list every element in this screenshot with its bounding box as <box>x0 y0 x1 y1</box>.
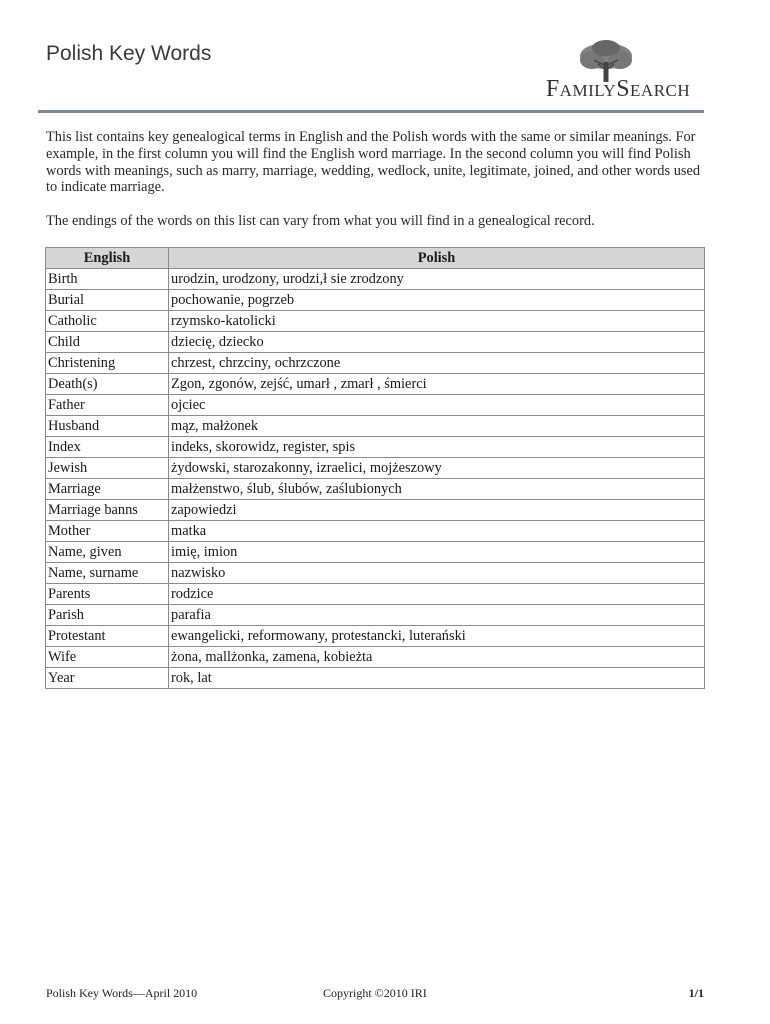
table-row <box>46 269 705 290</box>
table-row <box>46 353 705 374</box>
table-row <box>46 290 705 311</box>
polish-terms: ewangelicki, reformowany, protestancki, luterański <box>169 626 705 647</box>
table-row <box>46 458 705 479</box>
polish-terms: nazwisko <box>169 563 705 584</box>
english-term: Marriage banns <box>46 500 169 521</box>
english-term: Christening <box>46 353 169 374</box>
table-row <box>46 479 705 500</box>
table-row <box>46 668 705 689</box>
english-term: Year <box>46 668 169 689</box>
polish-terms: mąz, małżonek <box>169 416 705 437</box>
table-row <box>46 605 705 626</box>
polish-terms: żydowski, starozakonny, izraelici, mojżeszowy <box>169 458 705 479</box>
table-row <box>46 647 705 668</box>
english-term: Jewish <box>46 458 169 479</box>
footer-copyright: Copyright ©2010 IRI <box>323 986 427 1000</box>
english-term: Catholic <box>46 311 169 332</box>
english-term: Husband <box>46 416 169 437</box>
english-term: Name, given <box>46 542 169 563</box>
english-term: Father <box>46 395 169 416</box>
table-body <box>46 269 705 689</box>
polish-terms: chrzest, chrzciny, ochrzczone <box>169 353 705 374</box>
polish-terms: rodzice <box>169 584 705 605</box>
polish-terms: Zgon, zgonów, zejść, umarł , zmarł , śmierci <box>169 374 705 395</box>
english-term: Marriage <box>46 479 169 500</box>
table-row <box>46 395 705 416</box>
english-term: Child <box>46 332 169 353</box>
english-term: Parents <box>46 584 169 605</box>
intro-paragraph: This list contains key genealogical terms in English and the Polish words with the same or similar meanings. For example, in the first column you will find the English word marriage. In the second column you will find Polish words with meanings, such as marry, marriage, wedding, wedlock, unite, legitimate, joined, and other words used to indicate marriage. <box>46 129 701 196</box>
english-term: Index <box>46 437 169 458</box>
polish-terms: pochowanie, pogrzeb <box>169 290 705 311</box>
table-row <box>46 626 705 647</box>
english-term: Death(s) <box>46 374 169 395</box>
polish-terms: rok, lat <box>169 668 705 689</box>
english-term: Parish <box>46 605 169 626</box>
table-row <box>46 563 705 584</box>
english-term: Birth <box>46 269 169 290</box>
table-row <box>46 542 705 563</box>
table-row <box>46 416 705 437</box>
familysearch-logo <box>528 40 708 102</box>
table-row <box>46 521 705 542</box>
polish-terms: parafia <box>169 605 705 626</box>
header-divider <box>38 110 704 113</box>
polish-terms: matka <box>169 521 705 542</box>
page-title: Polish Key Words <box>46 42 212 65</box>
table-row <box>46 332 705 353</box>
table-header-row <box>46 248 705 269</box>
logo-text: FamilySearch <box>545 76 691 102</box>
table-row <box>46 311 705 332</box>
column-header-english: English <box>46 248 169 269</box>
table-row <box>46 584 705 605</box>
english-term: Protestant <box>46 626 169 647</box>
english-term: Wife <box>46 647 169 668</box>
key-words-table <box>45 247 705 689</box>
table-row <box>46 374 705 395</box>
english-term: Burial <box>46 290 169 311</box>
polish-terms: dziecię, dziecko <box>169 332 705 353</box>
polish-terms: małżenstwo, ślub, ślubów, zaślubionych <box>169 479 705 500</box>
table-row <box>46 437 705 458</box>
polish-terms: urodzin, urodzony, urodzi,ł sie zrodzony <box>169 269 705 290</box>
polish-terms: ojciec <box>169 395 705 416</box>
footer-doc-title: Polish Key Words—April 2010 <box>46 986 198 1000</box>
polish-terms: rzymsko-katolicki <box>169 311 705 332</box>
endings-note: The endings of the words on this list can vary from what you will find in a genealogical record. <box>46 213 595 229</box>
english-term: Name, surname <box>46 563 169 584</box>
table-row <box>46 500 705 521</box>
column-header-polish: Polish <box>169 248 705 269</box>
polish-terms: zapowiedzi <box>169 500 705 521</box>
english-term: Mother <box>46 521 169 542</box>
polish-terms: indeks, skorowidz, register, spis <box>169 437 705 458</box>
polish-terms: żona, mallżonka, zamena, kobieżta <box>169 647 705 668</box>
footer-page-number: 1/1 <box>688 986 704 1000</box>
polish-terms: imię, imion <box>169 542 705 563</box>
